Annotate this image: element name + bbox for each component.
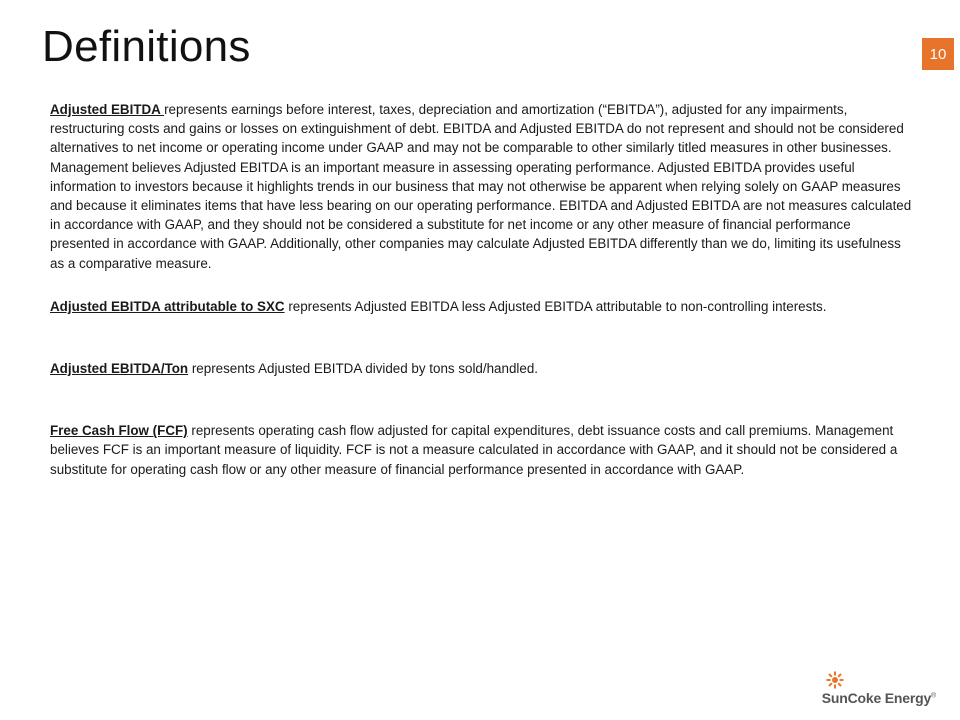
- definition-free-cash-flow: [50, 421, 912, 479]
- definition-text: represents earnings before interest, taxes, depreciation and amortization (“EBITDA”), adjusted for any impairments, restructuring costs and gains or losses on extinguishment of debt. EBITDA and Adjusted EBITDA do not represent and should not be considered alternatives to net income or operating income under GAAP and may not be comparable to other similarly titled measures in other businesses. Management believes Adjusted EBITDA is an important measure in assessing operating performance. Adjusted EBITDA provides useful information to investors because it highlights trends in our business that may not otherwise be apparent when relying solely on GAAP measures and because it eliminates items that have less bearing on our operating performance. EBITDA and Adjusted EBITDA are not measures calculated in accordance with GAAP, and they should not be considered a substitute for net income or any other measure of financial performance presented in accordance with GAAP. Additionally, other companies may calculate Adjusted EBITDA differently than we do, limiting its usefulness as a comparative measure.: [50, 102, 912, 271]
- definition-term: Free Cash Flow (FCF): [50, 423, 188, 439]
- definition-adjusted-ebitda-ton: [50, 359, 912, 378]
- definition-text: represents Adjusted EBITDA divided by tons sold/handled.: [188, 361, 538, 377]
- company-logo: [822, 671, 936, 706]
- definition-adjusted-ebitda-sxc: [50, 297, 912, 316]
- page-number: 10: [922, 38, 954, 70]
- logo-name: SunCoke Energy: [821, 690, 932, 706]
- logo-wordmark: [822, 690, 936, 706]
- definition-term: Adjusted EBITDA attributable to SXC: [50, 298, 285, 314]
- definition-text: represents operating cash flow adjusted for capital expenditures, debt issuance costs and call premiums. Management believes FCF is an important measure of liquidity. FCF is not a measure calculated in accordance with GAAP, and it should not be considered a substitute for operating cash flow or any other measure of financial performance presented in accordance with GAAP.: [50, 423, 898, 477]
- registered-mark: ®: [931, 692, 936, 700]
- sun-icon: [826, 671, 844, 689]
- definition-term: Adjusted EBITDA: [50, 102, 165, 117]
- definitions-body: [50, 100, 912, 479]
- definition-text: represents Adjusted EBITDA less Adjusted EBITDA attributable to non-controlling interests.: [284, 298, 827, 314]
- definition-term: Adjusted EBITDA/Ton: [50, 361, 189, 377]
- page-title: Definitions: [42, 22, 251, 71]
- definition-adjusted-ebitda: [50, 100, 912, 273]
